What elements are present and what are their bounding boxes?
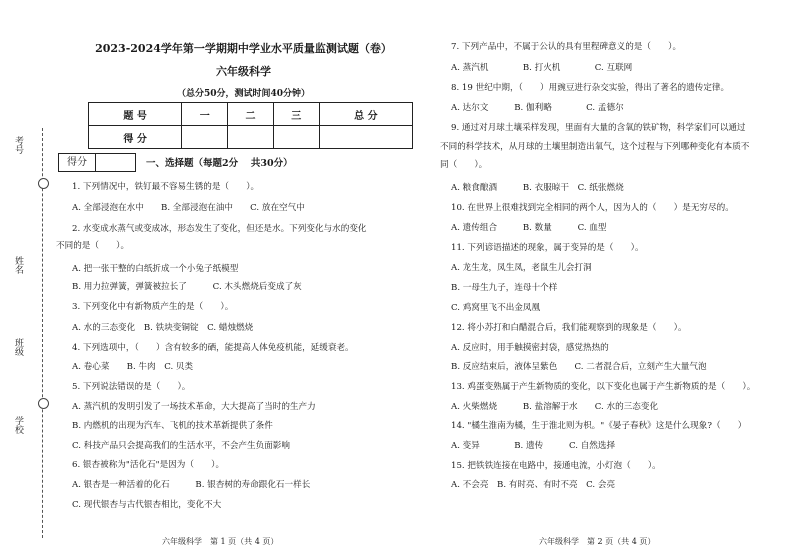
score-input-cell[interactable] — [273, 126, 319, 149]
question-line: A. 卷心菜 B. 牛肉 C. 贝类 — [72, 362, 194, 372]
question-line: C. 科技产品只会提高我们的生活水平，不会产生负面影响 — [72, 441, 290, 451]
question-line: B. 一母生九子，连母十个样 — [451, 283, 558, 293]
margin-label-name: 姓名 — [13, 256, 23, 274]
question-line: 1. 下列情况中，铁钉最不容易生锈的是（ ）。 — [72, 182, 260, 192]
question-line: 6. 银杏被称为"活化石"是因为（ ）。 — [72, 460, 225, 470]
score-input-cell[interactable] — [319, 126, 412, 149]
exam-note: （总分50分，测试时间40分钟） — [176, 89, 311, 99]
score-table-cell: 一 — [182, 103, 228, 126]
page-footer-left: 六年级科学 第 1 页（共 4 页） — [162, 537, 279, 546]
question-line: 15. 把铁铁连接在电路中，接通电流，小灯泡（ ）。 — [451, 461, 661, 471]
question-line: A. 遗传组合 B. 数量 C. 血型 — [451, 223, 607, 233]
question-line: 8. 19 世纪中期，（ ）用豌豆进行杂交实验，得出了著名的遗传定律。 — [451, 83, 730, 93]
question-line: A. 蒸汽机 B. 打火机 C. 互联网 — [451, 63, 633, 73]
question-line: 5. 下列说法错误的是（ ）。 — [72, 382, 191, 392]
binding-hole — [38, 178, 49, 189]
question-line: 4. 下列选项中，（ ）含有较多的硒，能提高人体免疫机能，延缓衰老。 — [72, 343, 354, 353]
question-line: 9. 通过对月球土壤采样发现，里面有大量的含氧的铁矿物，科学家们可以通过 — [451, 123, 746, 133]
score-table — [88, 102, 413, 149]
score-input-cell[interactable] — [182, 126, 228, 149]
question-line: C. 鸡窝里飞不出金凤凰 — [451, 303, 541, 313]
question-line: A. 把一张干整的白纸折成一个小兔子纸模型 — [72, 264, 239, 274]
score-input-cell[interactable] — [228, 126, 274, 149]
question-line: B. 反应结束后，液体呈紫色 C. 二者混合后，立刻产生大量气泡 — [451, 362, 707, 372]
margin-label-class: 班级 — [13, 338, 23, 356]
score-table-score-row — [89, 126, 413, 149]
score-table-header-row — [89, 103, 413, 126]
question-line: 10. 在世界上很难找到完全相同的两个人，因为人的（ ）是无穷尽的。 — [451, 203, 734, 213]
section-title: 一、选择题（每题2分 共30分） — [146, 158, 293, 169]
question-line: A. 水的三态变化 B. 铁块变铜锭 C. 蜡烛燃烧 — [72, 323, 254, 333]
page-footer-right: 六年级科学 第 2 页（共 4 页） — [539, 537, 656, 546]
margin-label-school: 学校 — [13, 416, 23, 434]
question-line: A. 反应时，用手触摸密封袋，感觉热热的 — [451, 343, 609, 353]
question-line: 同（ ）。 — [440, 160, 488, 170]
question-line: A. 火柴燃烧 B. 盐溶解于水 C. 水的三态变化 — [451, 402, 659, 412]
question-line: A. 银杏是一种活着的化石 B. 银杏树的寿命跟化石一样长 — [72, 480, 311, 490]
question-line: 7. 下列产品中，不属于公认的具有里程碑意义的是（ ）。 — [451, 42, 682, 52]
question-line: 13. 鸡蛋变熟属于产生新物质的变化，以下变化也属于产生新物质的是（ ）。 — [451, 382, 756, 392]
question-line: 11. 下列谚语描述的现象，属于变异的是（ ）。 — [451, 243, 644, 253]
score-table-cell: 得 分 — [89, 126, 182, 149]
question-line: B. 内燃机的出现为汽车、飞机的技术革新提供了条件 — [72, 421, 273, 431]
exam-title: 2023-2024学年第一学期期中学业水平质量监测试题（卷） — [95, 42, 392, 55]
score-table-cell: 题 号 — [89, 103, 182, 126]
question-line: 14. "橘生淮南为橘，生于淮北则为枳。"《晏子春秋》这是什么现象?（ ） — [451, 421, 747, 431]
score-table-cell: 三 — [273, 103, 319, 126]
question-line: C. 现代银杏与古代银杏相比，变化不大 — [72, 500, 222, 510]
question-line: A. 变异 B. 遗传 C. 自然选择 — [451, 441, 616, 451]
question-line: B. 用力拉弹簧，弹簧被拉长了 C. 木头燃烧后变成了灰 — [72, 282, 302, 292]
question-line: 3. 下列变化中有新物质产生的是（ ）。 — [72, 302, 234, 312]
question-line: 12. 将小苏打和白醋混合后，我们能观察到的现象是（ ）。 — [451, 323, 687, 333]
exam-subject: 六年级科学 — [216, 65, 271, 78]
binding-hole — [38, 398, 49, 409]
question-line: 2. 水变成水蒸气或变成冰，形态发生了变化，但还是水。下列变化与水的变化 — [72, 224, 367, 234]
question-line: A. 全部浸泡在水中 B. 全部浸泡在油中 C. 放在空气中 — [72, 203, 305, 213]
score-table-cell: 二 — [228, 103, 274, 126]
section-score-box — [58, 153, 136, 172]
score-table-cell: 总 分 — [319, 103, 412, 126]
question-line: A. 不会亮 B. 有时亮、有时不亮 C. 会亮 — [451, 480, 616, 490]
question-line: 不同的是（ ）。 — [56, 241, 130, 251]
question-line: A. 蒸汽机的发明引发了一场技术革命，大大提高了当时的生产力 — [72, 402, 316, 412]
binding-line — [42, 128, 43, 538]
question-line: A. 达尔文 B. 伽利略 C. 孟德尔 — [451, 103, 624, 113]
margin-label-exam-no: 考号 — [13, 136, 23, 154]
question-line: 不同的科学技术，从月球的土壤里制造出氧气，这个过程与下列哪种变化有本质不 — [440, 142, 750, 152]
question-line: A. 龙生龙，凤生凤，老鼠生儿会打洞 — [451, 263, 592, 273]
question-line: A. 粮食酿酒 B. 衣服晾干 C. 纸张燃烧 — [451, 183, 624, 193]
section-score-label: 得分 — [59, 154, 96, 171]
